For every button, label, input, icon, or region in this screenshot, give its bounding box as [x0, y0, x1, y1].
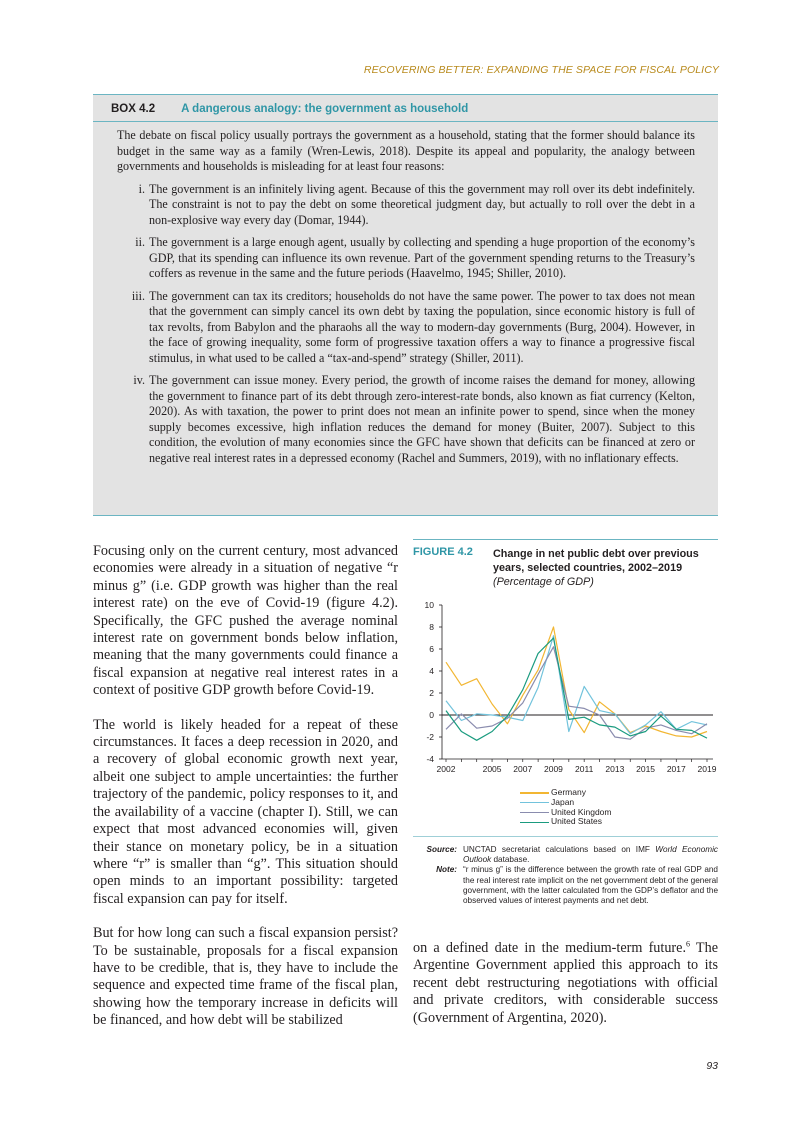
item-number: i.	[138, 181, 145, 196]
source-label: Source:	[426, 845, 457, 854]
x-tick-label: 2011	[575, 764, 594, 774]
box-intro: The debate on fiscal policy usually portrays the government as a household, stating that the former should balance its budget in the same way as a family (Wren-Lewis, 2018). Despite its appeal and popularity, the analogy between governments and households is misleading for at least four reasons:	[117, 128, 695, 173]
left-column	[93, 543, 398, 1030]
y-tick-label: 2	[429, 688, 434, 698]
item-text: The government can tax its creditors; households do not have the same power. The power to tax does not mean that the government can simply cancel its own debt by taxing the population, since economic history is full of tax revolts, from Babylon and the pharaohs all the way to modern-day governments (Burg, 2004). However, in the face of growing inequality, some form of progressive taxation offers a way to finance a progressive fiscal stimulus, in what used to be called a “tax-and-spend” strategy (Shiller, 2011).	[149, 288, 695, 365]
paragraph-part: The Argentine Government applied this approach to its recent debt restructuring negotiations with official and private creditors, with considerable success (Government of Argentina, 2020).	[413, 940, 718, 1026]
paragraph: Focusing only on the current century, most advanced economies were already in a situation of negative “r minus g” (i.e. GDP growth was higher than the real interest rate) on the eve of Covid-19 (figure 4.2). Specifically, the GFC pushed the average nominal interest rate on government bonds below inflation, meaning that the many governments could finance a fiscal expansion at negative real interest rates in a context of positive GDP growth before Covid-19.	[93, 543, 398, 699]
series-line-united-states	[446, 638, 707, 740]
x-tick-label: 2019	[697, 764, 717, 774]
figure-title: Change in net public debt over previous years, selected countries, 2002–2019	[493, 548, 699, 574]
figure-subtitle: (Percentage of GDP)	[493, 576, 594, 588]
box-reasons-list	[117, 182, 695, 467]
x-tick-label: 2015	[636, 764, 656, 774]
right-column-text	[413, 940, 718, 1027]
y-tick-label: 4	[429, 666, 434, 676]
figure-notes-rule	[413, 836, 718, 837]
footnote-reference[interactable]: 6	[686, 939, 690, 949]
box-reason-item	[117, 182, 695, 229]
note-label: Note:	[436, 865, 457, 875]
figure-top-rule	[413, 539, 718, 540]
x-tick-label: 2007	[513, 764, 533, 774]
note-row	[413, 865, 718, 906]
paragraph-part: on a defined date in the medium-term future.	[413, 940, 686, 956]
box-title: A dangerous analogy: the government as household	[181, 103, 469, 115]
y-tick-label: 0	[429, 710, 434, 720]
item-text: The government is a large enough agent, usually by collecting and spending a huge proportion of the economy’s GDP, that its spending can influence its own revenue. Part of the government spending returns to the Treasury’s coffers as revenue in the same and the future periods (Haavelmo, 1945; Shiller, 2010).	[149, 235, 695, 280]
legend-item	[520, 817, 611, 827]
source-row	[413, 845, 718, 865]
box-label: BOX 4.2	[111, 103, 156, 115]
legend-label: Japan	[551, 796, 575, 807]
source-text	[463, 845, 718, 865]
legend-swatch	[520, 802, 549, 804]
page-number: 93	[706, 1060, 718, 1072]
y-tick-label: 8	[429, 622, 434, 632]
box-divider	[93, 121, 718, 122]
figure-label: FIGURE 4.2	[413, 546, 473, 558]
source-text-part: UNCTAD secretariat calculations based on IMF	[463, 845, 656, 854]
y-tick-label: 10	[424, 600, 434, 610]
box-header	[111, 103, 468, 115]
item-number: iv.	[133, 373, 145, 387]
item-text: The government can issue money. Every period, the growth of income raises the demand for money, allowing the government to finance part of its debt through zero-interest-rate bonds, also known as fiat currency (Kelton, 2020). As with taxation, the power to print does not mean an infinite power to spend, since when the money supply becomes excessive, high inflation reduces the demand for money (Buiter, 2007). Subject to this condition, the evolution of many economies since the GFC have shown that deficits can be financed at zero or negative real interest rates in a depressed economy (Rachel and Summers, 2019), with no inflationary effects.	[149, 373, 695, 465]
legend-swatch	[520, 812, 549, 814]
legend-swatch	[520, 822, 549, 824]
legend-swatch	[520, 792, 549, 794]
box-reason-item	[117, 235, 695, 282]
chart-legend	[520, 788, 611, 827]
legend-label: United Kingdom	[551, 806, 612, 817]
item-number: ii.	[135, 235, 145, 249]
source-text-part: database.	[491, 855, 530, 865]
paragraph	[413, 940, 718, 1027]
paragraph: The world is likely headed for a repeat of these circumstances. It faces a deep recession in 2020, and a recovery of global economic growth next year, albeit one subject to ample uncertainties: the further trajectory of the pandemic, policy responses to it, and the availability of a vaccine (chapter I). Still, we can expect that most advanced economies will, given their stance on monetary policy, be in a situation where “r” is smaller than “g”. This situation should open minds to an important possibility: targeted fiscal expansion can pay for itself.	[93, 716, 398, 907]
y-tick-label: -2	[426, 732, 434, 742]
note-text: “r minus g” is the difference between the growth rate of real GDP and the real interest rate implicit on the net government debt of the general government, with the latter calculated from the GDP’s deflator and the observed values of interest payments and net debt.	[463, 865, 718, 906]
series-line-japan	[446, 636, 707, 734]
paragraph: But for how long can such a fiscal expansion persist? To be sustainable, proposals for a fiscal expansion have to be credible, that is, they have to include the sequence and expected time frame of the fiscal plan, showing how the temporary increase in deficits will be financed, and how debt will be stabilized	[93, 925, 398, 1029]
item-text: The government is an infinitely living agent. Because of this the government may roll over its debt indefinitely. The constraint is not to pay the debt on some theoretical judgment day, but actually to roll over the debt in a non-explosive way every day (Domar, 1944).	[149, 181, 695, 227]
y-tick-label: -4	[426, 754, 434, 764]
x-tick-label: 2013	[605, 764, 625, 774]
figure-notes	[413, 845, 718, 906]
item-number: iii.	[131, 288, 145, 303]
y-tick-label: 6	[429, 644, 434, 654]
box-reason-item	[117, 289, 695, 367]
running-head: RECOVERING BETTER: EXPANDING THE SPACE FOR FISCAL POLICY	[363, 64, 719, 76]
box-body	[117, 128, 695, 473]
x-tick-label: 2005	[482, 764, 502, 774]
legend-label: Germany	[551, 787, 586, 797]
source-text-italic: World Economic Outlook	[463, 845, 719, 865]
legend-label: United States	[551, 816, 603, 827]
box-reason-item	[117, 373, 695, 466]
box-4-2	[93, 94, 718, 516]
x-tick-label: 2002	[436, 764, 456, 774]
x-tick-label: 2009	[544, 764, 563, 774]
line-chart	[413, 595, 718, 780]
x-tick-label: 2017	[666, 764, 686, 774]
